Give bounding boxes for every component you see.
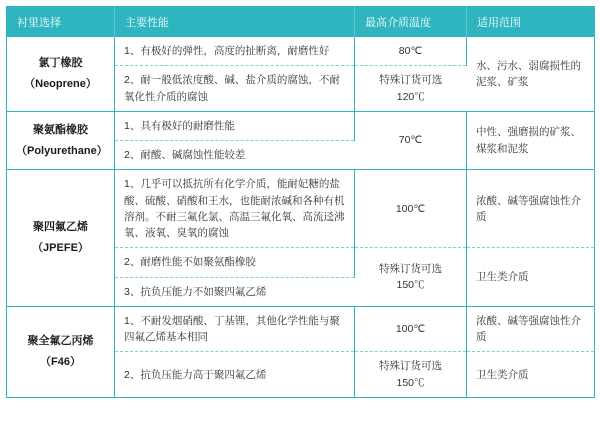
table-row — [7, 37, 595, 66]
temperature-cell: 70℃ — [355, 111, 467, 170]
liner-name: 氯丁橡胶 — [38, 57, 83, 69]
liner-name: 聚四氟乙烯 — [33, 221, 88, 234]
liner-name-cell — [7, 37, 115, 111]
liner-name: 聚全氟乙丙烯 — [27, 335, 94, 348]
liner-name-cell — [7, 170, 115, 307]
temperature-cell: 100℃ — [355, 170, 467, 248]
temperature-cell: 特殊订货可选 120℃ — [355, 66, 467, 112]
application-cell: 水、污水、弱腐损性的泥浆、矿浆 — [467, 37, 595, 111]
liner-selection-table — [6, 6, 595, 398]
temperature-cell: 特殊订货可选 150℃ — [355, 248, 467, 307]
performance-cell: 1、不耐发烟硝酸、丁基锂，其他化学性能与聚四氟乙烯基本相同 — [115, 306, 355, 352]
application-cell: 卫生类介质 — [476, 368, 529, 381]
column-header-max-temperature: 最高介质温度 — [355, 7, 467, 38]
table-row — [7, 111, 595, 140]
table-header-row — [7, 7, 595, 38]
performance-cell: 1、几乎可以抵抗所有化学介质，能耐妃糖的盐酸、硫酸、硝酸和王水，也能耐浓碱和各种有机溶剂。不耐三氟化氯、高温三氟化氧、高流迳沸氧、液氧、臭氧的腐蚀 — [115, 170, 355, 248]
table-body — [7, 37, 595, 397]
column-header-performance: 主要性能 — [115, 7, 355, 38]
performance-cell: 3、抗负压能力不如聚四氟乙烯 — [115, 277, 355, 306]
liner-name-sub: （Polyurethane） — [16, 144, 108, 157]
performance-cell: 1、有极好的弹性，高度的扯断离，耐磨性好 — [115, 37, 355, 66]
liner-name-sub: （Neoprene） — [24, 77, 97, 90]
application-cell: 卫生类介质 — [467, 248, 595, 307]
table-row — [7, 170, 595, 248]
liner-name-cell — [7, 111, 115, 170]
performance-cell: 2、耐酸、碱腐蚀性能较差 — [115, 141, 355, 170]
performance-cell: 2、耐磨性能不如聚氨酯橡胶 — [115, 248, 355, 277]
liner-name-cell — [7, 306, 115, 397]
temperature-cell: 100℃ — [355, 306, 467, 352]
application-cell: 浓酸、碱等强腐蚀性介质 — [467, 170, 595, 248]
liner-name: 聚氨酯橡胶 — [33, 123, 88, 136]
performance-cell: 2、抗负压能力高于聚四氟乙烯 — [115, 352, 355, 398]
application-cell: 中性、强磨损的矿浆、煤浆和泥浆 — [467, 111, 595, 170]
temperature-cell: 80℃ — [355, 37, 467, 66]
application-cell: 浓酸、碱等强腐蚀性介质 — [467, 306, 595, 352]
liner-name-sub: （F46） — [40, 355, 81, 368]
table-header — [7, 7, 595, 38]
table-row — [7, 306, 595, 352]
temperature-cell: 特殊订货可选 150℃ — [355, 352, 467, 398]
column-header-liner: 衬里选择 — [7, 7, 115, 38]
performance-cell: 2、耐一般低浓度酸、碱、盐介质的腐蚀，不耐氧化性介质的腐蚀 — [115, 66, 355, 112]
column-header-application: 适用范围 — [467, 7, 595, 38]
liner-name-sub: （JPEFE） — [32, 242, 89, 255]
performance-cell: 1、具有极好的耐磨性能 — [115, 111, 355, 140]
